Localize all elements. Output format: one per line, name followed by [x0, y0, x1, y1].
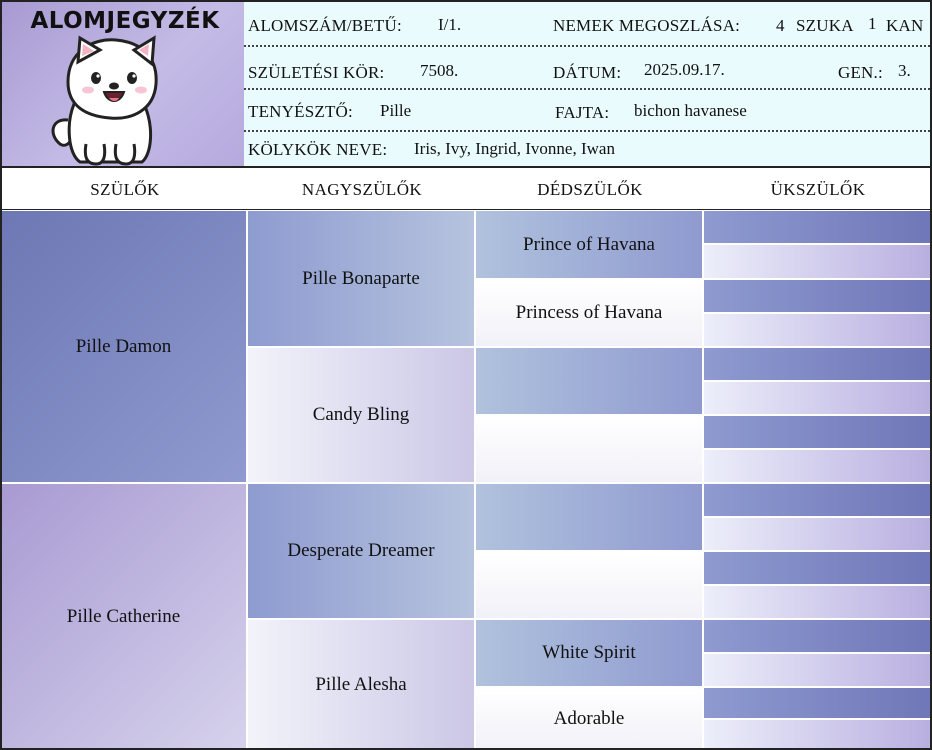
- parent-sire: Pille Damon: [0, 210, 247, 483]
- great-great-grandparent-7: [703, 415, 932, 449]
- grandparent-2: Candy Bling: [247, 347, 475, 483]
- great-great-grandparent-8: [703, 449, 932, 483]
- breeder-label: TENYÉSZTŐ:: [248, 102, 353, 121]
- great-great-grandparent-4: [703, 313, 932, 347]
- great-great-grandparent-1: [703, 210, 932, 244]
- parent-dam: Pille Catherine: [0, 483, 247, 750]
- male-label: KAN: [886, 16, 924, 35]
- grandparent-1: Pille Bonaparte: [247, 210, 475, 347]
- dotted-divider: [244, 130, 930, 132]
- litter-no-value: I/1.: [438, 15, 462, 34]
- male-count: 1: [868, 14, 877, 33]
- gen-value: 3.: [898, 61, 911, 80]
- great-great-grandparent-3: [703, 279, 932, 313]
- puppies-label: KÖLYKÖK NEVE:: [248, 140, 388, 159]
- grandparent-4: Pille Alesha: [247, 619, 475, 750]
- dotted-divider: [244, 45, 930, 47]
- grandparent-3: Desperate Dreamer: [247, 483, 475, 619]
- birth-circle-label: SZÜLETÉSI KÖR:: [248, 63, 385, 82]
- great-great-grandparent-9: [703, 483, 932, 517]
- great-grandparent-6: [475, 551, 703, 619]
- female-count: 4: [776, 16, 785, 35]
- great-great-grandparent-15: [703, 687, 932, 719]
- sex-split-label: NEMEK MEGOSZLÁSA:: [553, 16, 741, 35]
- great-great-grandparent-6: [703, 381, 932, 415]
- great-grandparent-8: Adorable: [475, 687, 703, 750]
- birth-circle-value: 7508.: [420, 61, 459, 80]
- date-value: 2025.09.17.: [644, 60, 725, 79]
- column-header-grandparents: NAGYSZÜLŐK: [301, 180, 423, 199]
- litter-no-label: ALOMSZÁM/BETŰ:: [248, 16, 402, 35]
- great-grandparent-3: [475, 347, 703, 415]
- great-grandparent-7: White Spirit: [475, 619, 703, 687]
- great-great-grandparent-2: [703, 244, 932, 279]
- column-header-great-grandparents: DÉDSZÜLŐK: [537, 180, 643, 199]
- column-header-great-great-grandparents: ÜKSZÜLŐK: [770, 180, 866, 199]
- great-great-grandparent-5: [703, 347, 932, 381]
- column-header-row: [0, 168, 932, 211]
- dotted-divider: [244, 88, 930, 90]
- great-grandparent-1: Prince of Havana: [475, 210, 703, 279]
- breeder-value: Pille: [380, 101, 412, 120]
- logo-title: ALOMJEGYZÉK: [30, 8, 220, 34]
- breed-value: bichon havanese: [634, 101, 747, 120]
- female-label: SZUKA: [796, 16, 854, 35]
- great-great-grandparent-12: [703, 585, 932, 619]
- date-label: DÁTUM:: [553, 63, 622, 82]
- puppies-value: Iris, Ivy, Ingrid, Ivonne, Iwan: [414, 139, 615, 158]
- gen-label: GEN.:: [838, 63, 883, 82]
- logo-panel: [0, 0, 246, 168]
- breed-label: FAJTA:: [555, 103, 610, 122]
- great-great-grandparent-14: [703, 653, 932, 687]
- great-grandparent-2: Princess of Havana: [475, 279, 703, 347]
- white-puppy-icon: [46, 34, 176, 166]
- great-grandparent-5: [475, 483, 703, 551]
- litter-info-panel: [244, 0, 932, 168]
- column-header-parents: SZÜLŐK: [90, 180, 160, 199]
- great-great-grandparent-10: [703, 517, 932, 551]
- great-great-grandparent-13: [703, 619, 932, 653]
- great-great-grandparent-11: [703, 551, 932, 585]
- great-great-grandparent-16: [703, 719, 932, 750]
- great-grandparent-4: [475, 415, 703, 483]
